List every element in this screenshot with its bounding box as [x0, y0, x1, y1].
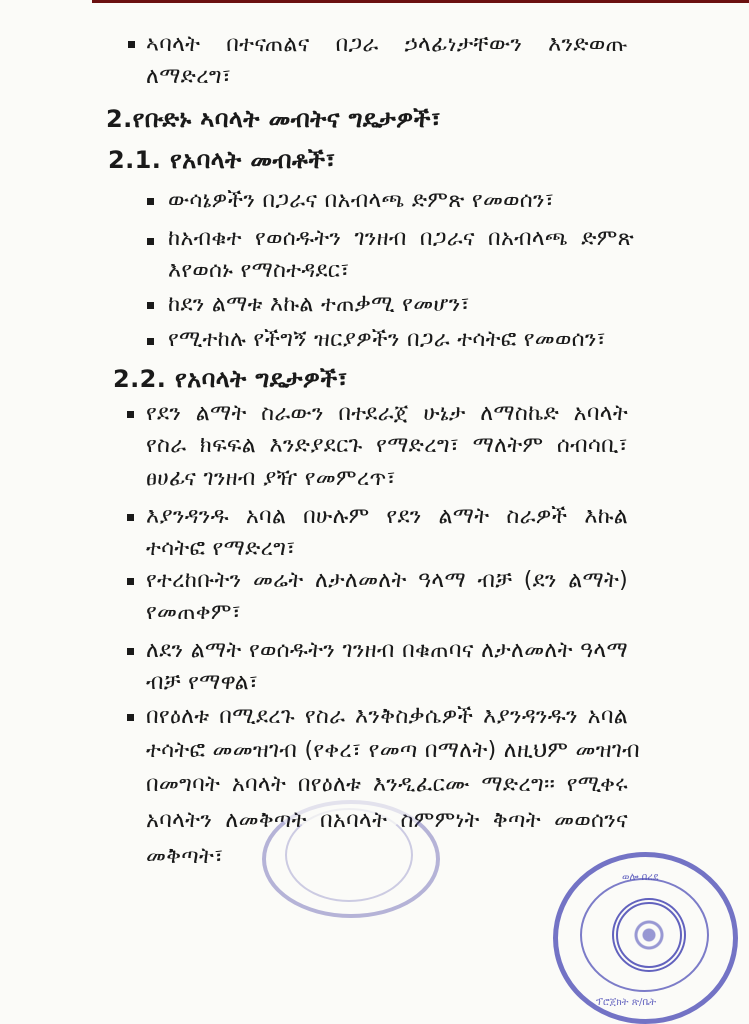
bullet-icon: [128, 41, 135, 48]
stamp-text-bottom: ፕሮጀክት ጽ/ቤት: [596, 997, 657, 1008]
faint-stamp-inner-ring: [285, 808, 413, 902]
section-2-1-heading: 2.1. የአባላት መብቶች፣: [108, 146, 336, 174]
bullet-icon: [127, 714, 134, 721]
bullet-icon: [147, 198, 154, 205]
duties-item-line: የመጠቀም፣: [146, 600, 242, 625]
bullet-icon: [147, 338, 154, 345]
rights-item-line: እየወሰኑ የማስተዳደር፣: [168, 258, 350, 283]
duties-item-line: አባላትን ለመቅጣት በአባላት ስምምነት ቅጣት መወሰንና: [146, 808, 628, 833]
intro-item-line: ኣባላት በተናጠልና በጋራ ኃላፊነታቸውን እንድወጡ: [146, 32, 628, 57]
duties-item-line: በየዕለቱ በሚደረጉ የስራ እንቅስቃሴዎች እያንዳንዱን አባል: [146, 704, 628, 729]
duties-item-line: ለደን ልማት የወሰዱትን ገንዘብ በቁጠባና ለታለመለት ዓላማ: [146, 638, 628, 663]
intro-item-line: ለማድረግ፣: [146, 64, 232, 89]
page-top-edge: [92, 0, 749, 3]
stamp-text-top: ወሎ በረደ: [622, 872, 659, 883]
rights-item-line: ውሳኔዎችን በጋራና በአብላጫ ድምጽ የመወሰን፣: [168, 188, 555, 213]
bullet-icon: [127, 411, 134, 418]
duties-item-line: ተሳትፎ የማድረግ፣: [146, 536, 296, 561]
bullet-icon: [147, 238, 154, 245]
duties-item-line: የደን ልማት ስራውን በተደራጀ ሁኔታ ለማስኬድ አባላት: [146, 401, 628, 426]
bullet-icon: [127, 578, 134, 585]
duties-item-line: ተሳትፎ መመዝገብ (የቀረ፣ የመጣ በማለት) ለዚህም መዝገብ: [146, 738, 640, 763]
rights-item-line: ከአብቁተ የወሰዱትን ገንዘብ በጋራና በአብላጫ ድምጽ: [168, 226, 634, 251]
bullet-icon: [127, 648, 134, 655]
official-stamp-emblem-icon: [612, 898, 686, 972]
rights-item-line: ከደን ልማቱ እኩል ተጠቃሚ የመሆን፣: [168, 292, 470, 317]
section-2-heading: 2.የቡድኑ ኣባላት መብትና ግዴታዎች፣: [106, 105, 442, 133]
duties-item-line: የተረከቡትን መሬት ለታለመለት ዓላማ ብቻ (ደን ልማት): [146, 568, 628, 593]
duties-item-line: ብቻ የማዋል፣: [146, 670, 259, 695]
duties-item-line: በመግባት አባላት በየዕለቱ እንዲፈርሙ ማድረግ፡፡ የሚቀሩ: [146, 772, 628, 797]
rights-item-line: የሚተከሉ የችግኝ ዝርያዎችን በጋራ ተሳትፎ የመወሰን፣: [168, 327, 607, 352]
bullet-icon: [127, 514, 134, 521]
duties-item-line: መቅጣት፣: [146, 844, 224, 869]
duties-item-line: እያንዳንዱ አባል በሁሉም የደን ልማት ስራዎች እኩል: [146, 504, 628, 529]
section-2-2-heading: 2.2. የአባላት ግዴታዎች፣: [113, 365, 348, 393]
bullet-icon: [147, 302, 154, 309]
duties-item-line: ፀሀፊና ገንዘብ ያዥ የመምረጥ፣: [146, 466, 396, 491]
duties-item-line: የስራ ክፍፍል እንድያደርጉ የማድረግ፣ ማለትም ሰብሳቢ፣: [146, 433, 628, 458]
